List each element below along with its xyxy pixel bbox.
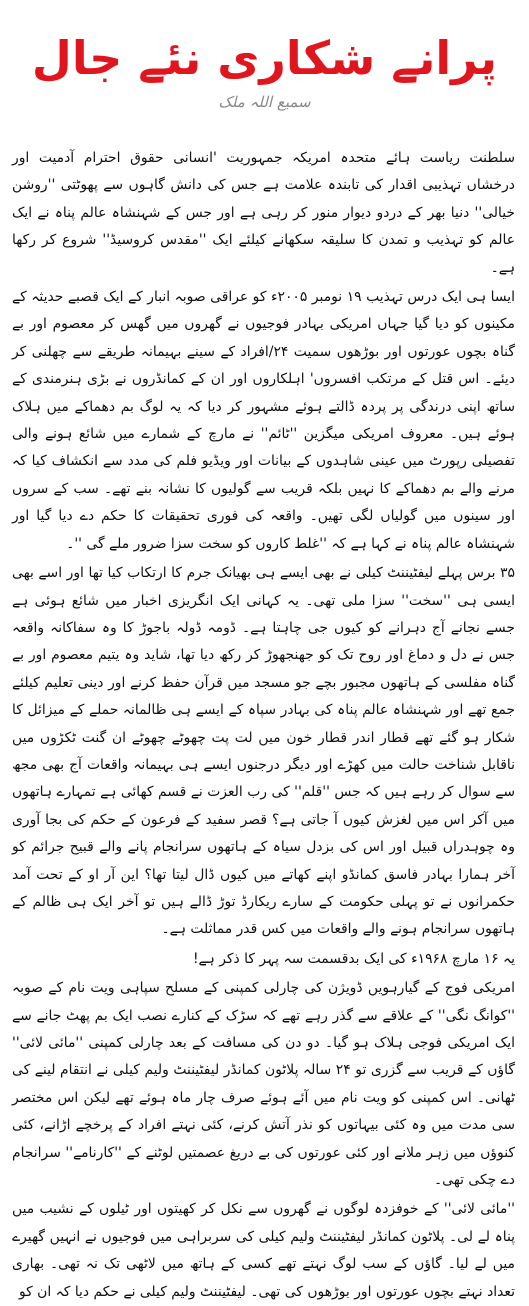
article-paragraph: ''مائی لائی'' کے خوفزدہ لوگوں نے گھروں سے نکل کر کھیتوں اور ٹیلوں کے نشیب میں پناہ لے لی۔ پلاٹون کمانڈر لیفٹیننٹ ولیم کیلی کی سربراہی میں فوجیوں نے انہیں گھیرے میں لے لیا۔ گاؤں کے سب لوگ نہتے تھے کسی کے ہاتھ میں لاٹھی تک نہ تھی۔ بھاری تعداد نہتے بچوں عورتوں اور بوڑھوں کی تھی۔ لیفٹیننٹ ولیم کیلی نے حکم دیا کہ ان کو [12, 1201, 515, 1300]
article-paragraph: ۳۵ برس پہلے لیفٹیننٹ کیلی نے بھی ایسے ہی بھیانک جرم کا ارتکاب کیا تھا اور اسے بھی ایسی ہی ''سخت'' سزا ملی تھی۔ یہ کہانی ایک انگریزی اخبار میں شائع ہوئی ہے جسے نجانے آج دہرانے کو کیوں جی چاہتا ہے۔ ڈومہ ڈولہ باجوڑ کا وہ سفاکانہ واقعہ جس نے دل و دماغ اور روح تک کو جھنجھوڑ کر رکھ دیا تھا، شاید وہ یتیم معصوم اور بے گناہ مفلسی کے ہاتھوں مجبور بچے جو مسجد میں قرآن حفظ کرنے اور دینی تعلیم کیلئے جمع تھے اور شہنشاہ عالم پناہ کی بہادر سپاہ کے ایسے ہی ظالمانہ حملے کے میزائل کا شکار ہو گئے تھے قطار اندر قطار خون میں لت پت چھوٹے چھوٹے ان گنت ٹکڑوں میں ناقابل شناخت حالت میں کھڑے اور دیگر درجنوں ایسے ہی بہیمانہ واقعات آج بھی مجھ سے سوال کر رہے ہیں کہ جس ''قلم'' کی رب العزت نے قسم کھائی ہے تمہارے ہاتھوں میں آکر اس میں لغزش کیوں آ جاتی ہے؟ قصر سفید کے فرعون کے حکم کی بجا آوری وہ چوہدراں قبیل اور اس کی بزدل سیاہ کے ہاتھوں سرانجام پانے والے قبیح جرائم کو آخر ہمارا بہادر فاسق کمانڈو اپنے کھاتے میں کیوں ڈال لیتا تھا؟ این آر او کے تحت آمد حکمرانوں نے تو پہلی حکومت کے سارے ریکارڈ توڑ ڈالے ہیں تو آخر ایک ہی ظالم کے ہاتھوں سرانجام ہونے والے واقعات میں کس قدر مماثلت ہے۔ [12, 565, 515, 938]
author-byline: سمیع اللہ ملک [218, 93, 311, 111]
article-title: پرانے شکاری نئے جال [31, 31, 498, 85]
article-paragraph: ایسا ہی ایک درس تہذیب ۱۹ نومبر ۲۰۰۵ء کو عراقی صوبہ انبار کے ایک قصبے حدیثہ کے مکینوں کو دیا گیا جہاں امریکی بہادر فوجیوں نے گھروں میں گھس کر معصوم اور بے گناہ بچوں عورتوں اور بوڑھوں سمیت ۲۴/افراد کے سینے بہیمانہ طریقے سے چھلنی کر دیئے۔ اس قتل کے مرتکب افسروں' اہلکاروں اور ان کے کمانڈروں نے بڑی ہنرمندی کے ساتھ اپنی درندگی پر پردہ ڈالتے ہوئے مشہور کر دیا کہ یہ لوگ بم دھماکے میں ہلاک ہوئے ہیں۔ معروف امریکی میگزین ''ٹائم'' نے مارچ کے شمارے میں شائع ہونے والی تفصیلی رپورٹ میں عینی شاہدوں کے بیانات اور ویڈیو فلم کی مدد سے انکشاف کیا کہ مرنے والے بم دھماکے کا نہیں بلکہ قریب سے گولیوں کا نشانہ بنے تھے۔ سب کے سروں اور سینوں میں گولیاں لگی تھیں۔ واقعہ کی فوری تحقیقات کا حکم دے دیا گیا اور شہنشاہ عالم پناہ نے کہا ہے کہ ''غلط کاروں کو سخت سزا ضرور ملے گی ''۔ [12, 289, 516, 552]
article-paragraph: امریکی فوج کے گیارہویں ڈویژن کی چارلی کمپنی کے مسلح سپاہی ویت نام کے صوبہ ''کوانگ نگی'' کے علاقے سے گذر رہے تھے کہ سڑک کے کنارے نصب ایک بم پھٹ جانے سے ایک امریکی فوجی ہلاک ہو گیا۔ دو دن کی مسافت کے بعد چارلی کمپنی ''مائی لائی'' گاؤں کے قریب سے گزری تو ۲۴ سالہ پلاٹون کمانڈر لیفٹیننٹ ولیم کیلی نے انتقام لینے کی ٹھانی۔ اس کمپنی کو ویت نام میں آئے ہوئے صرف چار ماہ ہوئے تھے لیکن اس مختصر سی مدت میں وہ کئی بیہاتوں کو نذر آتش کرنے، کئی نہتے افراد کے پرخچے اڑانے، کئی کنوؤں میں زہر ملانے اور کئی عورتوں کی بے دریغ عصمتیں لوٹنے کے ''کارنامے'' سرانجام دے چکی تھی۔ [12, 980, 515, 1189]
article-body [12, 145, 515, 1306]
article-paragraph: سلطنت ریاست ہائے متحدہ امریکہ جمہوریت 'انسانی حقوق احترام آدمیت اور درخشاں تہذیبی اقدار کی تابندہ علامت ہے جس کی دانش گاہوں سے پھوٹتی ''روشن خیالی'' دنیا بھر کے دردو دیوار منور کر رہی ہے اور جس کے شہنشاہ عالم پناہ نے ایک عالم کو تہذیب و تمدن کا سلیقہ سکھانے کیلئے ایک ''مقدس کروسیڈ'' شروع کر رکھا ہے۔ [12, 150, 515, 276]
article-paragraph: یہ ۱۶ مارچ ۱۹۶۸ء کی ایک بدقسمت سہ پہر کا ذکر ہے! [192, 950, 515, 967]
